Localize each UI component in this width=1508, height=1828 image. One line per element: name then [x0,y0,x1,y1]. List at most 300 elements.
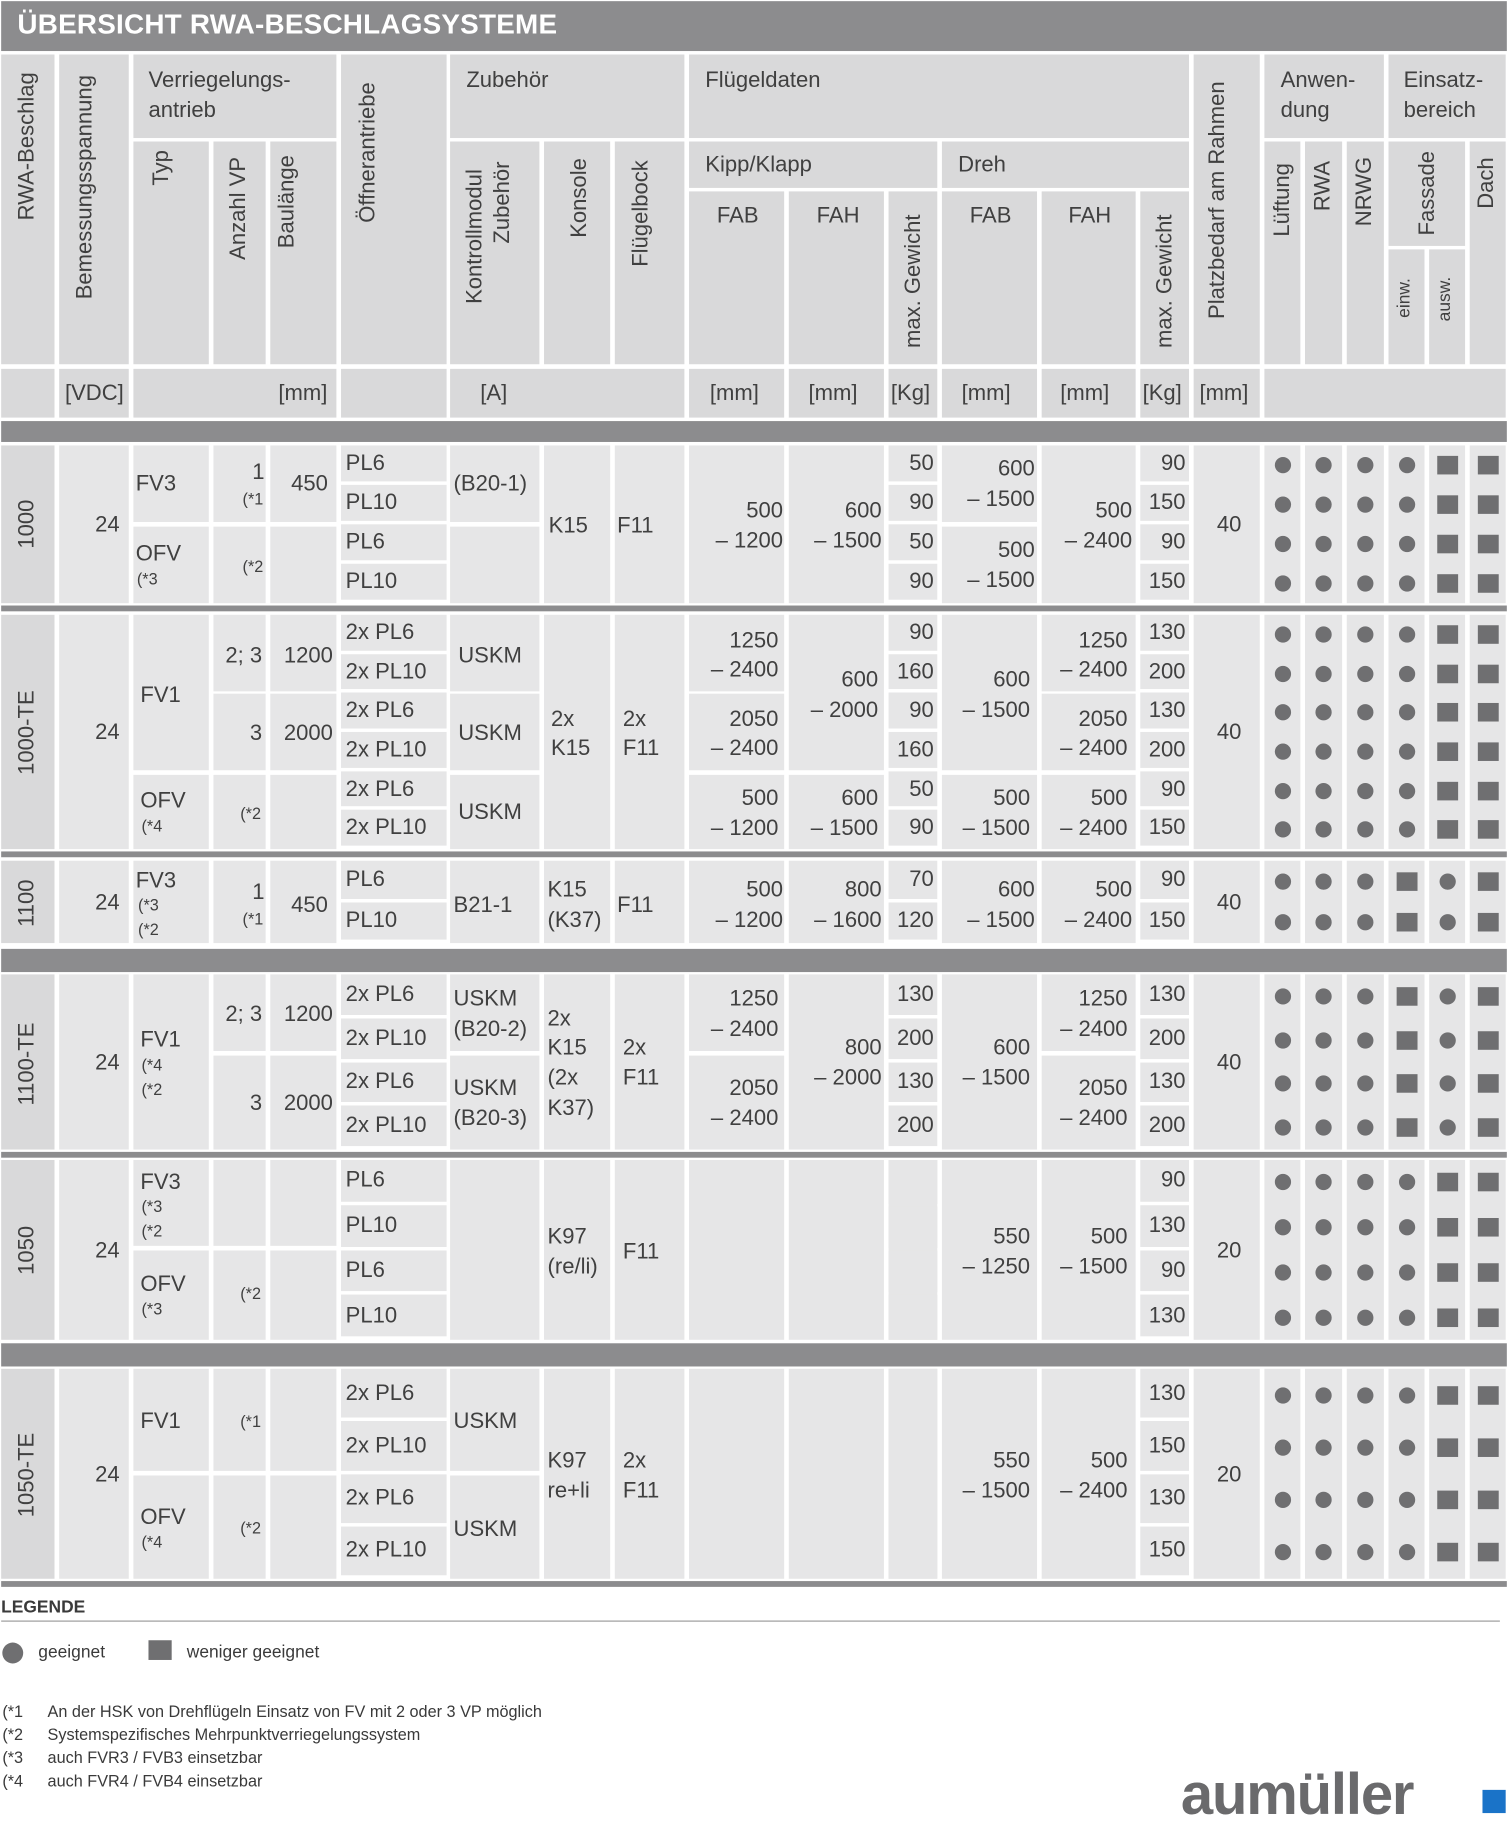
oeffner-value: 2x PL10 [345,1113,427,1139]
oeffner-value: 2x PL10 [345,1433,427,1458]
d-fah-value: 500 [1090,786,1128,811]
kk-gewicht-value: 90 [909,569,934,594]
geeignet-circle-icon [1398,1219,1414,1235]
d-fab-label: FAB [969,204,1012,229]
kk-gewicht-value: 130 [897,982,934,1007]
symbol-column-cell [1347,615,1384,849]
d-fah-value: – 2400 [1060,816,1128,841]
einsatzbereich-label: Einsatz- [1403,68,1484,93]
anzahl-vp-label: Anzahl VP [226,156,251,260]
kk-gewicht-value: 50 [909,451,934,476]
column-cell-j [689,445,784,603]
column-cell-k [789,445,884,603]
kk-gewicht-value: 70 [909,867,934,892]
dach-label: Dach [1474,157,1499,209]
vp-note: (*2 [242,556,264,576]
kk-fah-value: 600 [841,786,879,811]
d-gewicht-value: 150 [1148,569,1186,594]
oeffner-value: 2x PL6 [345,982,415,1007]
d-gewicht-value: 150 [1148,908,1186,933]
d-fah-value: – 2400 [1060,657,1128,683]
weniger-geeignet-square-icon [1437,703,1458,722]
geeignet-circle-icon [1274,1387,1290,1403]
geeignet-circle-icon [1315,743,1331,759]
geeignet-circle-icon [1357,988,1373,1004]
lueftung-label: Lüftung [1270,163,1295,237]
geeignet-circle-icon [1274,1219,1290,1235]
geeignet-circle-icon [1274,1032,1290,1048]
fluegelbock-value: F11 [617,893,654,918]
legend-square-icon [148,1640,171,1660]
unit-p: [mm] [1199,381,1249,406]
weniger-geeignet-square-icon [1477,703,1498,722]
d-gewicht-value: 150 [1148,490,1186,516]
typ-note: (*3 [136,569,158,589]
weniger-geeignet-square-icon [1396,987,1417,1006]
kk-fah-value: – 2000 [814,1066,882,1091]
geeignet-circle-icon [1274,1264,1290,1280]
weniger-geeignet-square-icon [1477,1543,1498,1562]
spannung-value: 24 [95,1462,120,1487]
section-separator-0 [1,421,1507,442]
kk-fah-label: FAH [816,204,860,229]
oeffnerantriebe-label: Öffnerantriebe [356,82,381,223]
d-fab-value: 600 [993,1035,1031,1061]
vp-value: 2; 3 [225,643,263,669]
page-title: ÜBERSICHT RWA-BESCHLAGSYSTEME [17,9,558,41]
weniger-geeignet-square-icon [1477,987,1498,1006]
anwendung-label: Anwen- [1280,68,1356,93]
header-einsatzbereich [1389,55,1506,139]
verriegelungsantrieb-label-2: antrieb [148,98,216,123]
note-4-text: auch FVR4 / FVB4 einsetzbar [47,1771,263,1790]
kk-fab-value: 1250 [729,628,779,654]
header-zubehoer [450,55,684,139]
note-1-text: An der HSK von Drehflügeln Einsatz von FV mit 2 oder 3 VP möglich [47,1701,542,1721]
column-cell-m [942,1160,1037,1340]
fluegelbock-value: F11 [617,513,654,539]
bau-value: 1200 [283,643,333,669]
einw-label: einw. [1394,278,1415,318]
legend-divider [1,1621,1500,1622]
vp-note: (*1 [240,1411,261,1431]
kontroll-value: USKM [453,987,518,1012]
oeffner-value: PL10 [345,1303,398,1328]
geeignet-circle-icon [1398,1309,1414,1325]
konsole-value: K15 [548,513,588,539]
symbol-column-cell [1264,615,1300,849]
geeignet-circle-icon [1439,1076,1455,1092]
weniger-geeignet-square-icon [1437,1263,1458,1282]
kipp-klapp-label: Kipp/Klapp [705,153,812,178]
geeignet-circle-icon [1398,496,1414,512]
kontroll-cell [450,1056,539,1150]
geeignet-circle-icon [1315,626,1331,642]
geeignet-circle-icon [1439,988,1455,1004]
fluegelbock-value: F11 [622,1240,660,1265]
d-fah-value: – 2400 [1064,528,1133,554]
kk-fab-value: 2050 [729,707,779,732]
geeignet-circle-icon [1274,988,1290,1004]
geeignet-circle-icon [1315,1387,1331,1403]
geeignet-circle-icon [1315,1219,1331,1235]
kk-fab-value: – 2400 [710,736,779,761]
vp-value: 3 [249,1091,263,1116]
d-fab-value: 550 [993,1224,1031,1250]
platz-value: 40 [1216,890,1242,915]
legend-geeignet: geeignet [38,1642,106,1663]
typ-value: OFV [140,1505,186,1531]
geeignet-circle-icon [1398,1439,1414,1455]
weniger-geeignet-square-icon [1437,625,1458,644]
geeignet-circle-icon [1274,626,1290,642]
spannung-value: 24 [95,1238,120,1263]
section-name: 1050-TE [15,1432,40,1517]
fluegeldaten-label: Flügeldaten [705,68,821,93]
weniger-geeignet-square-icon [1437,1491,1458,1510]
typ-note: (*4 [141,816,163,836]
kontroll-value: USKM [453,1409,518,1434]
oeffner-value: PL6 [345,451,385,476]
unit-cell-anwendung [1264,369,1505,418]
oeffner-value: 2x PL6 [345,698,415,723]
oeffner-value: PL6 [345,530,385,555]
weniger-geeignet-square-icon [1477,820,1498,839]
weniger-geeignet-square-icon [1477,664,1498,683]
geeignet-circle-icon [1315,1264,1331,1280]
weniger-geeignet-square-icon [1477,742,1498,761]
d-fab-value: 550 [993,1448,1031,1474]
weniger-geeignet-square-icon [1477,574,1498,593]
unit-e: [mm] [278,381,328,406]
platz-value: 40 [1216,512,1242,538]
oeffner-value: PL6 [345,1258,385,1283]
section-name: 1100 [15,879,40,927]
typ-note: (*4 [141,1532,163,1551]
geeignet-circle-icon [1274,704,1290,720]
vp-note: (*2 [240,1518,261,1537]
bau-cell [270,1369,336,1471]
kk-max-gewicht-label: max. Gewicht [901,214,926,348]
d-fah-value: – 2400 [1060,1479,1128,1504]
oeffner-value: 2x PL6 [345,1486,415,1511]
kontrollmodul-label: Kontrollmodul [462,169,488,304]
section-name: 1000-TE [15,690,40,775]
d-fah-value: 500 [1090,1448,1128,1474]
section-separator-6 [1,1581,1507,1587]
column-cell-h [544,974,610,1149]
bau-cell [270,775,336,849]
symbol-column-cell [1429,615,1465,849]
weniger-geeignet-square-icon [1396,1075,1417,1094]
konsole-value: K37) [547,1096,595,1121]
bau-value: 450 [291,472,328,497]
baulaenge-label: Baulänge [274,155,300,249]
geeignet-circle-icon [1357,457,1373,473]
vp-value: 2; 3 [225,1002,263,1027]
geeignet-circle-icon [1398,1492,1414,1508]
column-cell-k [789,974,884,1149]
d-gewicht-value: 130 [1148,982,1186,1007]
geeignet-circle-icon [1357,1387,1373,1403]
kk-fah-value: – 1500 [810,816,879,841]
geeignet-circle-icon [1274,782,1290,798]
d-fah-cell [1042,1056,1136,1150]
kk-fah-value: 600 [844,498,882,524]
weniger-geeignet-square-icon [1477,1218,1498,1237]
kk-fab-value: – 1200 [710,816,779,841]
geeignet-circle-icon [1315,873,1331,889]
geeignet-circle-icon [1398,704,1414,720]
d-gewicht-value: 130 [1148,1303,1186,1328]
fluegelbock-value: F11 [622,1066,660,1091]
unit-cell-f [341,369,447,418]
d-fah-value: 2050 [1078,707,1128,732]
geeignet-circle-icon [1357,1439,1373,1455]
geeignet-circle-icon [1274,1309,1290,1325]
vp-note: (*1 [242,489,264,509]
rwa-label: RWA [1310,160,1336,212]
column-cell-n [1042,1369,1136,1579]
kontroll-value: USKM [458,721,522,746]
header-fluegeldaten [689,55,1189,139]
konsole-value: 2x [551,707,575,732]
kk-fab-value: – 2400 [710,1106,779,1131]
weniger-geeignet-square-icon [1437,1218,1458,1237]
spannung-value: 24 [95,1050,120,1075]
symbol-column-cell [1305,615,1342,849]
unit-b: [VDC] [64,381,124,406]
bau-cell [270,1160,336,1246]
d-fah-value: – 2400 [1060,1017,1128,1042]
bau-cell [270,1250,336,1339]
kk-fah-value: 800 [844,1035,882,1061]
weniger-geeignet-square-icon [1477,535,1498,554]
column-cell-j [689,1369,784,1579]
d-fah-value: 500 [1095,878,1133,903]
konsole-value: K97 [547,1448,587,1474]
spannung-value: 24 [95,512,120,538]
oeffner-value: 2x PL10 [345,1026,427,1051]
bau-value: 2000 [283,1091,333,1116]
weniger-geeignet-square-icon [1477,913,1498,932]
header-anwendung [1264,55,1383,139]
kk-gewicht-value: 160 [897,659,934,684]
geeignet-circle-icon [1274,575,1290,591]
fluegelbock-value: 2x [622,1035,647,1061]
section-separator-4 [1,1152,1507,1158]
spannung-value: 24 [95,720,120,745]
oeffner-value: 2x PL6 [345,620,415,645]
d-fab-value: – 1500 [962,816,1031,841]
weniger-geeignet-square-icon [1477,1173,1498,1192]
d-fah-label: FAH [1068,204,1112,229]
legend-weniger-geeignet: weniger geeignet [186,1642,320,1663]
oeffner-value: 2x PL10 [345,1538,427,1563]
d-gewicht-value: 130 [1148,1069,1186,1095]
geeignet-circle-icon [1357,626,1373,642]
kk-fab-value: 2050 [729,1076,779,1101]
geeignet-circle-icon [1315,988,1331,1004]
d-max-gewicht-label: max. Gewicht [1153,214,1178,348]
typ-value: FV1 [140,1027,181,1053]
kk-fab-value: 500 [741,786,779,811]
column-cell-h [544,1160,610,1340]
geeignet-circle-icon [1398,782,1414,798]
d-gewicht-value: 150 [1148,1433,1186,1458]
d-gewicht-value: 130 [1148,1381,1186,1406]
weniger-geeignet-square-icon [1477,1263,1498,1282]
bemessungsspannung-label: Bemessungsspannung [73,75,98,300]
d-gewicht-value: 200 [1148,737,1186,762]
kk-gewicht-value: 90 [909,815,934,841]
geeignet-circle-icon [1357,536,1373,552]
kontroll-cell [450,527,539,604]
oeffner-value: 2x PL10 [345,659,427,684]
weniger-geeignet-square-icon [1437,456,1458,475]
d-gewicht-value: 90 [1160,867,1186,892]
typ-value: FV3 [135,472,177,497]
geeignet-circle-icon [1315,1309,1331,1325]
kk-gewicht-value: 50 [909,530,934,555]
unit-o: [Kg] [1142,381,1182,406]
d-fab-value: – 1500 [967,908,1035,933]
column-cell-n [1042,445,1136,603]
note-3-text: auch FVR3 / FVB3 einsetzbar [47,1748,263,1767]
d-gewicht-value: 150 [1148,1538,1186,1563]
platz-value: 20 [1216,1238,1242,1263]
typ-value: OFV [135,541,182,567]
fluegelbock-value: F11 [622,736,660,761]
vp-note: (*1 [242,909,264,928]
geeignet-circle-icon [1274,665,1290,681]
column-cell-h [544,1369,610,1579]
kontroll-value: (B20-1) [453,472,528,497]
geeignet-circle-icon [1274,743,1290,759]
d-gewicht-value: 90 [1160,530,1186,555]
geeignet-circle-icon [1398,457,1414,473]
kk-gewicht-value: 130 [897,1069,934,1095]
weniger-geeignet-square-icon [1477,1308,1498,1327]
geeignet-circle-icon [1439,873,1455,889]
unit-n: [mm] [1060,381,1110,406]
d-gewicht-value: 130 [1148,1486,1186,1511]
oeffner-value: 2x PL6 [345,1069,415,1095]
kontrollmodul-label-2: Zubehör [490,161,516,244]
kk-gewicht-cell [889,1295,938,1340]
kk-fah-value: 600 [841,668,879,693]
typ-note: (*3 [138,895,159,915]
weniger-geeignet-square-icon [1437,1173,1458,1192]
geeignet-circle-icon [1315,496,1331,512]
d-gewicht-value: 200 [1148,659,1186,684]
dreh-label: Dreh [958,153,1006,178]
kk-fab-label: FAB [716,204,759,229]
geeignet-circle-icon [1398,575,1414,591]
weniger-geeignet-square-icon [1477,872,1498,891]
d-fah-value: 2050 [1078,1076,1128,1101]
geeignet-circle-icon [1274,1492,1290,1508]
typ-note: (*3 [141,1197,163,1216]
konsole-value: (2x [547,1066,579,1091]
bau-cell [270,527,336,604]
d-gewicht-value: 200 [1148,1113,1186,1139]
d-fab-value: – 1500 [967,568,1035,593]
oeffner-value: 2x PL6 [345,776,415,801]
d-fah-value: – 2400 [1064,908,1133,933]
konsole-value: re+li [547,1479,590,1504]
column-cell-k [789,1369,884,1579]
column-cell-i [615,1369,685,1579]
legend-circle-icon [2,1643,23,1664]
kontroll-value: USKM [458,800,522,825]
rwa-beschlag-label: RWA-Beschlag [15,72,40,221]
konsole-value: (re/li) [547,1255,598,1280]
oeffner-value: PL10 [345,490,398,516]
column-cell-g [450,1160,539,1340]
note-2-text: Systemspezifisches Mehrpunktverriegelungssystem [47,1724,421,1744]
d-fah-value: 1250 [1078,987,1128,1012]
d-fah-value: 500 [1095,498,1133,524]
konsole-value: 2x [547,1006,571,1032]
kontroll-value: USKM [458,643,522,669]
unit-k: [mm] [808,381,858,406]
d-fab-value: 600 [997,878,1035,903]
vp-value: 1 [252,880,265,905]
spannung-value: 24 [95,890,120,915]
kk-fab-value: – 2400 [710,657,779,683]
d-fab-value: 500 [997,538,1035,563]
platz-value: 40 [1216,1050,1242,1075]
geeignet-circle-icon [1439,914,1455,930]
einsatzbereich-label-2: bereich [1403,98,1476,123]
d-gewicht-value: 150 [1148,815,1186,841]
geeignet-circle-icon [1439,1120,1455,1136]
geeignet-circle-icon [1315,665,1331,681]
geeignet-circle-icon [1274,821,1290,837]
d-gewicht-value: 130 [1148,620,1186,645]
weniger-geeignet-square-icon [1477,625,1498,644]
bau-value: 450 [291,893,328,918]
bau-value: 2000 [283,721,333,746]
typ-note: (*4 [141,1055,163,1075]
section-name: 1000 [15,499,40,549]
geeignet-circle-icon [1357,665,1373,681]
geeignet-circle-icon [1274,536,1290,552]
verriegelungsantrieb-label: Verriegelungs- [148,68,291,93]
geeignet-circle-icon [1398,1387,1414,1403]
weniger-geeignet-square-icon [1477,1031,1498,1050]
weniger-geeignet-square-icon [1437,781,1458,800]
vp-value: 1 [252,460,265,485]
weniger-geeignet-square-icon [1437,495,1458,514]
d-fab-value: – 1500 [967,487,1035,512]
typ-note: (*3 [141,1299,163,1318]
kk-gewicht-value: 90 [909,490,934,516]
typ-value: FV1 [140,1409,181,1434]
typ-value: FV3 [140,1170,181,1195]
kk-gewicht-value: 200 [897,1026,934,1051]
d-gewicht-value: 200 [1148,1026,1186,1051]
note-1-key: (*1 [2,1701,24,1721]
kk-fab-value: – 1200 [715,528,783,554]
weniger-geeignet-square-icon [1437,535,1458,554]
d-fab-value: 600 [993,668,1031,693]
zubehoer-label: Zubehör [466,68,549,93]
vp-cell [213,1160,265,1246]
unit-m: [mm] [961,381,1011,406]
kk-fab-value: – 1200 [715,908,783,933]
